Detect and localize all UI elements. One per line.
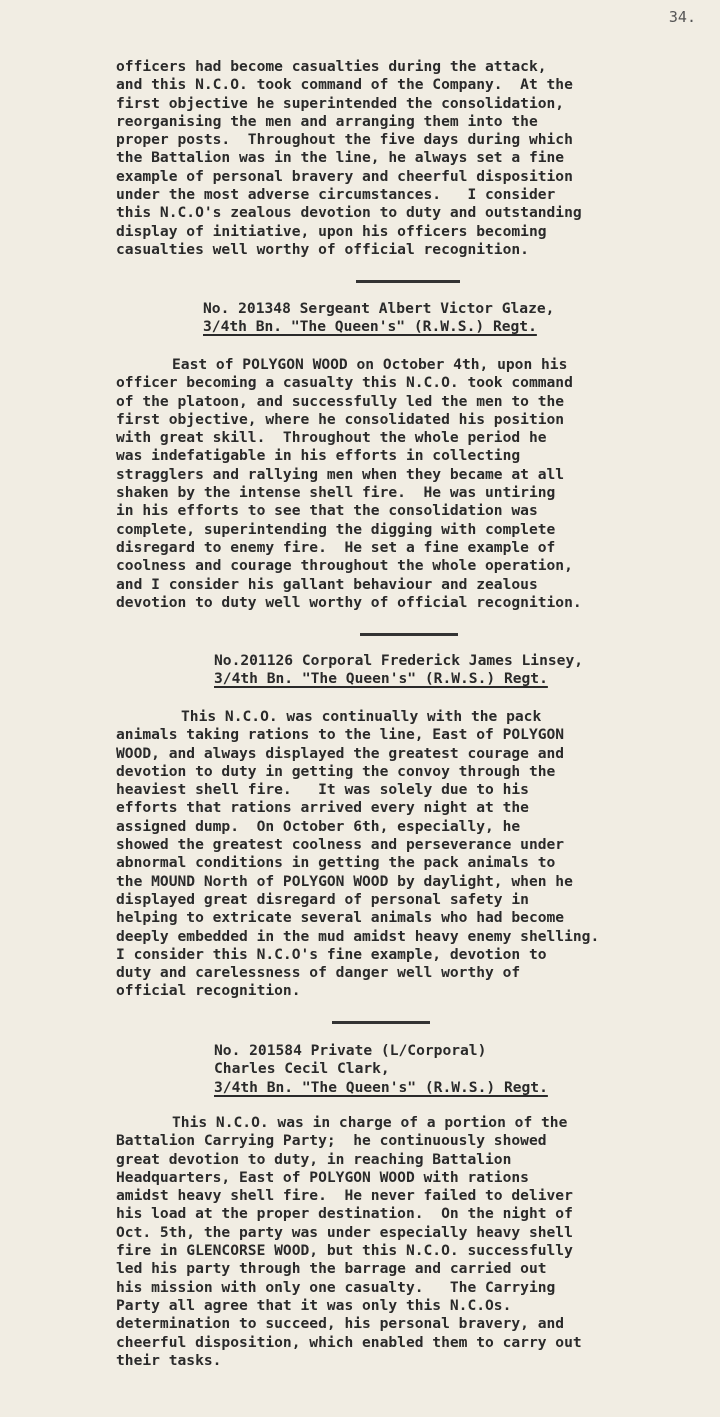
text-line: abnormal conditions in getting the pack animals to: [116, 854, 556, 872]
text-line: his load at the proper destination. On the night of: [116, 1205, 573, 1223]
separator-rule: [360, 633, 458, 636]
entry-unit: 3/4th Bn. "The Queen's" (R.W.S.) Regt.: [203, 318, 537, 336]
text-line: Battalion Carrying Party; he continuously showed: [116, 1132, 547, 1150]
separator-rule: [332, 1021, 430, 1024]
text-line: showed the greatest coolness and perseverance under: [116, 836, 565, 854]
text-line: disregard to enemy fire. He set a fine example of: [116, 538, 556, 556]
entry-body: [116, 708, 706, 1001]
text-line: Oct. 5th, the party was under especially heavy shell: [116, 1223, 573, 1241]
text-line: fire in GLENCORSE WOOD, but this N.C.O. successfully: [116, 1242, 573, 1260]
text-line: the MOUND North of POLYGON WOOD by daylight, when he: [116, 872, 573, 890]
entry-unit: 3/4th Bn. "The Queen's" (R.W.S.) Regt.: [214, 670, 548, 688]
text-line: in his efforts to see that the consolidation was: [116, 502, 538, 520]
entry-heading: [203, 300, 554, 337]
entry-body: [116, 1114, 706, 1370]
text-line: efforts that rations arrived every night at the: [116, 799, 529, 817]
text-line: helping to extricate several animals who had become: [116, 909, 565, 927]
text-line: devotion to duty well worthy of official recognition.: [116, 593, 582, 611]
text-line: under the most adverse circumstances. I consider: [116, 186, 556, 204]
text-line: duty and carelessness of danger well worthy of: [116, 964, 521, 982]
text-line: displayed great disregard of personal safety in: [116, 890, 529, 908]
text-line: officers had become casualties during the attack,: [116, 58, 547, 75]
text-line: WOOD, and always displayed the greatest courage and: [116, 744, 565, 762]
text-line: Party all agree that it was only this N.C.Os.: [116, 1296, 512, 1314]
text-line: This N.C.O. was continually with the pack: [181, 708, 542, 725]
text-line: example of personal bravery and cheerful disposition: [116, 167, 573, 185]
text-line: led his party through the barrage and carried out: [116, 1260, 547, 1278]
text-line: was indefatigable in his efforts in collecting: [116, 447, 521, 465]
text-line: officer becoming a casualty this N.C.O. took command: [116, 374, 573, 392]
entry-heading: [214, 652, 583, 689]
text-line: official recognition.: [116, 982, 301, 1000]
text-line: this N.C.O's zealous devotion to duty and outstanding: [116, 204, 582, 222]
text-line: cheerful disposition, which enabled them to carry out: [116, 1333, 582, 1351]
text-line: animals taking rations to the line, East of POLYGON: [116, 726, 565, 744]
text-line: with great skill. Throughout the whole period he: [116, 429, 547, 447]
text-line: their tasks.: [116, 1351, 222, 1369]
text-line: great devotion to duty, in reaching Battalion: [116, 1150, 512, 1168]
text-line: heaviest shell fire. It was solely due to his: [116, 781, 529, 799]
text-line: I consider this N.C.O's fine example, devotion to: [116, 945, 547, 963]
entry-name: No. 201584 Private (L/Corporal): [214, 1042, 487, 1059]
text-line: reorganising the men and arranging them into the: [116, 112, 538, 130]
intro-paragraph: [116, 58, 706, 259]
text-line: first objective he superintended the consolidation,: [116, 94, 565, 112]
text-line: East of POLYGON WOOD on October 4th, upon his: [172, 356, 568, 373]
text-line: and I consider his gallant behaviour and zealous: [116, 575, 538, 593]
text-line: Headquarters, East of POLYGON WOOD with rations: [116, 1168, 529, 1186]
text-line: deeply embedded in the mud amidst heavy enemy shelling.: [116, 927, 600, 945]
text-line: casualties well worthy of official recognition.: [116, 240, 529, 258]
text-line: the Battalion was in the line, he always set a fine: [116, 149, 565, 167]
entry-heading: [214, 1042, 548, 1097]
text-line: and this N.C.O. took command of the Company. At the: [116, 76, 573, 94]
text-line: determination to succeed, his personal bravery, and: [116, 1315, 565, 1333]
text-line: assigned dump. On October 6th, especially, he: [116, 817, 521, 835]
text-line: proper posts. Throughout the five days during which: [116, 131, 573, 149]
text-line: amidst heavy shell fire. He never failed to deliver: [116, 1187, 573, 1205]
text-line: stragglers and rallying men when they became at all: [116, 465, 565, 483]
text-line: coolness and courage throughout the whole operation,: [116, 557, 573, 575]
text-line: complete, superintending the digging with complete: [116, 520, 556, 538]
page-number: 34.: [668, 8, 696, 26]
entry-name: No. 201348 Sergeant Albert Victor Glaze,: [203, 300, 555, 317]
text-line: devotion to duty in getting the convoy through the: [116, 762, 556, 780]
separator-rule: [356, 280, 460, 283]
entry-name: Charles Cecil Clark,: [214, 1060, 390, 1078]
text-line: his mission with only one casualty. The Carrying: [116, 1278, 556, 1296]
entry-body: [116, 356, 706, 612]
text-line: first objective, where he consolidated his position: [116, 410, 565, 428]
text-line: shaken by the intense shell fire. He was untiring: [116, 484, 556, 502]
entry-unit: 3/4th Bn. "The Queen's" (R.W.S.) Regt.: [214, 1078, 548, 1096]
text-line: of the platoon, and successfully led the men to the: [116, 392, 565, 410]
text-line: This N.C.O. was in charge of a portion of the: [172, 1114, 568, 1131]
entry-name: No.201126 Corporal Frederick James Linsey,: [214, 652, 584, 669]
text-line: display of initiative, upon his officers becoming: [116, 222, 547, 240]
